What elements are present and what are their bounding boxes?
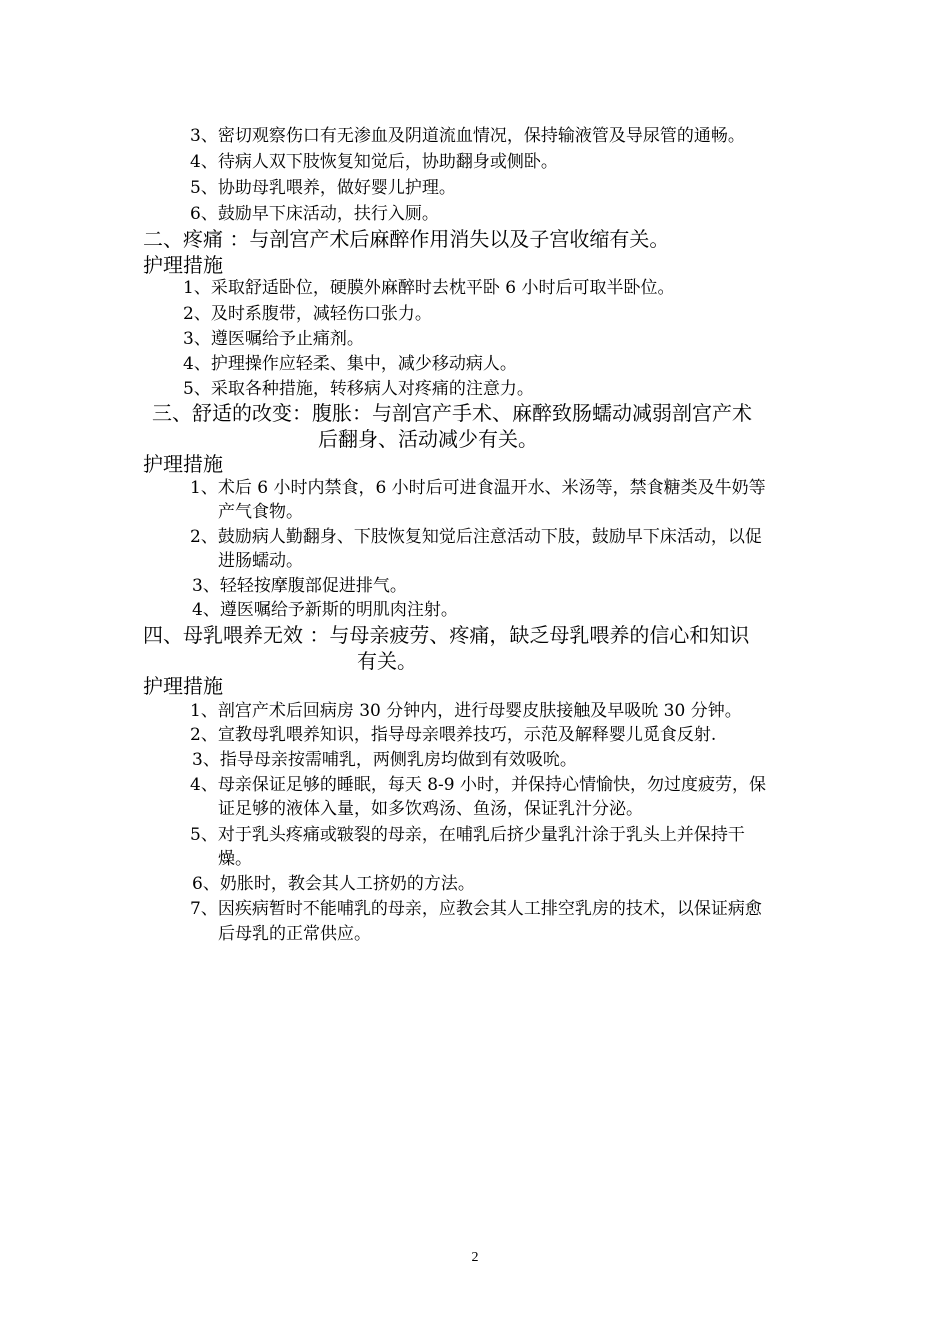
section3-title-line2: 后翻身、活动减少有关。 (318, 427, 538, 451)
section3-title-line1: 三、舒适的改变：腹胀：与剖宫产手术、麻醉致肠蠕动减弱剖宫产术 (152, 401, 752, 425)
section4-measures-label: 护理措施 (143, 674, 223, 698)
s4-item-7: 7、因疾病暂时不能哺乳的母亲，应教会其人工排空乳房的技术，以保证病愈 (190, 899, 762, 919)
s4-item-6: 6、奶胀时，教会其人工挤奶的方法。 (192, 874, 475, 894)
s3-item-1: 1、术后 6 小时内禁食，6 小时后可进食温开水、米汤等，禁食糖类及牛奶等 (190, 478, 766, 498)
s1-item-4: 4、待病人双下肢恢复知觉后，协助翻身或侧卧。 (190, 152, 558, 172)
section4-title-line2: 有关。 (357, 649, 417, 673)
s3-item-2-cont: 进肠蠕动。 (218, 551, 303, 571)
s3-item-2: 2、鼓励病人勤翻身、下肢恢复知觉后注意活动下肢，鼓励早下床活动，以促 (190, 527, 762, 547)
s1-item-3: 3、密切观察伤口有无渗血及阴道流血情况，保持输液管及导尿管的通畅。 (190, 126, 745, 146)
section4-title-line1: 四、母乳喂养无效 ：与母亲疲劳、疼痛，缺乏母乳喂养的信心和知识 (143, 623, 750, 647)
section2-measures-label: 护理措施 (143, 253, 223, 277)
s2-item-2: 2、及时系腹带，减轻伤口张力。 (183, 304, 432, 324)
s3-item-3: 3、轻轻按摩腹部促进排气。 (192, 576, 407, 596)
s1-item-6: 6、鼓励早下床活动，扶行入厕。 (190, 204, 439, 224)
s2-item-4: 4、护理操作应轻柔、集中，减少移动病人。 (183, 354, 517, 374)
s4-item-5: 5、对于乳头疼痛或皲裂的母亲，在哺乳后挤少量乳汁涂于乳头上并保持干 (190, 825, 745, 845)
s4-item-4-cont: 证足够的液体入量，如多饮鸡汤、鱼汤，保证乳汁分泌。 (218, 799, 643, 819)
section3-measures-label: 护理措施 (143, 452, 223, 476)
s2-item-1: 1、采取舒适卧位，硬膜外麻醉时去枕平卧 6 小时后可取半卧位。 (183, 278, 675, 298)
s4-item-2: 2、宣教母乳喂养知识，指导母亲喂养技巧，示范及解释婴儿觅食反射. (190, 725, 717, 745)
section2-title: 二、疼痛 ：与剖宫产术后麻醉作用消失以及子宫收缩有关。 (143, 227, 670, 251)
s4-item-4: 4、母亲保证足够的睡眠，每天 8-9 小时，并保持心情愉快，勿过度疲劳，保 (190, 775, 766, 795)
page-number: 2 (471, 1250, 479, 1265)
s3-item-4: 4、遵医嘱给予新斯的明肌肉注射。 (192, 600, 458, 620)
s4-item-3: 3、指导母亲按需哺乳，两侧乳房均做到有效吸吮。 (192, 750, 577, 770)
s2-item-5: 5、采取各种措施，转移病人对疼痛的注意力。 (183, 379, 534, 399)
s4-item-5-cont: 燥。 (218, 849, 252, 869)
s1-item-5: 5、协助母乳喂养，做好婴儿护理。 (190, 178, 456, 198)
s4-item-1: 1、剖宫产术后回病房 30 分钟内，进行母婴皮肤接触及早吸吮 30 分钟。 (190, 701, 742, 721)
s3-item-1-cont: 产气食物。 (218, 502, 303, 522)
s4-item-7-cont: 后母乳的正常供应。 (218, 924, 371, 944)
s2-item-3: 3、遵医嘱给予止痛剂。 (183, 329, 364, 349)
